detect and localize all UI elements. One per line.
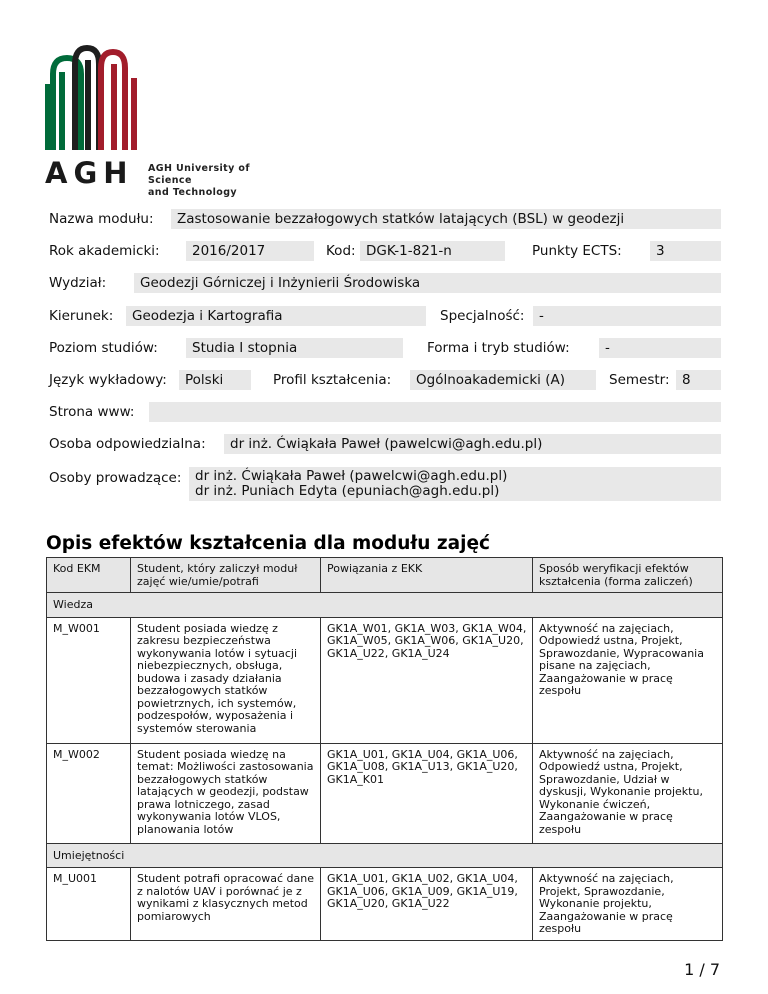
profile-value: Ogólnoakademicki (A) (410, 370, 596, 390)
agh-logo (45, 44, 287, 198)
teachers-value: dr inż. Ćwiąkała Paweł (pawelcwi@agh.edu.pl) dr inż. Puniach Edyta (epuniach@agh.edu.pl) (189, 467, 721, 501)
form-label: Forma i tryb studiów: (427, 340, 570, 356)
language-label: Język wykładowy: (49, 372, 167, 388)
table-group-row (47, 843, 723, 868)
group-skills: Umiejętności (47, 843, 723, 868)
academic-year-label: Rok akademicki: (49, 243, 160, 259)
table-header-links: Powiązania z EKK (321, 558, 533, 593)
outcome-code: M_U001 (47, 868, 131, 941)
section-title: Opis efektów kształcenia dla modułu zajęć (46, 533, 491, 554)
language-value: Polski (179, 370, 251, 390)
website-label: Strona www: (49, 404, 135, 420)
agh-logo-mark (45, 44, 140, 150)
outcome-links: GK1A_W01, GK1A_W03, GK1A_W04, GK1A_W05, GK1A_W06, GK1A_U20, GK1A_U22, GK1A_U24 (321, 617, 533, 743)
form-value: - (599, 338, 721, 358)
level-label: Poziom studiów: (49, 340, 158, 356)
website-value[interactable] (149, 402, 721, 422)
outcome-verification: Aktywność na zajęciach, Projekt, Sprawozdanie, Wykonanie projektu, Zaangażowanie w pracę zespołu (533, 868, 723, 941)
logo-abbreviation: AGH (45, 156, 134, 190)
ects-label: Punkty ECTS: (532, 243, 622, 259)
outcome-description: Student potrafi opracować dane z nalotów UAV i porównać je z wynikami z klasycznych metod pomiarowych (131, 868, 321, 941)
faculty-label: Wydział: (49, 275, 107, 291)
logo-university-name: AGH University of Science and Technology (148, 163, 250, 198)
group-knowledge: Wiedza (47, 593, 723, 618)
module-name-value: Zastosowanie bezzałogowych statków latających (BSL) w geodezji (171, 209, 721, 229)
field-label: Kierunek: (49, 308, 114, 324)
outcome-verification: Aktywność na zajęciach, Odpowiedź ustna, Projekt, Sprawozdanie, Wypracowania pisane na zajęciach, Zaangażowanie w pracę zespołu (533, 617, 723, 743)
academic-year-value: 2016/2017 (186, 241, 314, 261)
field-value: Geodezja i Kartografia (126, 306, 426, 326)
level-value: Studia I stopnia (186, 338, 403, 358)
faculty-value: Geodezji Górniczej i Inżynierii Środowiska (134, 273, 721, 293)
code-label: Kod: (326, 243, 356, 259)
page-number: 1 / 7 (684, 960, 720, 979)
semester-value: 8 (676, 370, 721, 390)
outcome-description: Student posiada wiedzę na temat: Możliwości zastosowania bezzałogowych statków latających w geodezji, podstaw prawa lotniczego, zasad wykonywania lotów VLOS, planowania lotów (131, 743, 321, 843)
table-header-description: Student, który zaliczył moduł zajęć wie/umie/potrafi (131, 558, 321, 593)
profile-label: Profil kształcenia: (273, 372, 392, 388)
table-header-code: Kod EKM (47, 558, 131, 593)
ects-value: 3 (650, 241, 721, 261)
outcome-verification: Aktywność na zajęciach, Odpowiedź ustna, Projekt, Sprawozdanie, Udział w dyskusji, Wykonanie projektu, Wykonanie ćwiczeń, Zaangażowanie w pracę zespołu (533, 743, 723, 843)
module-name-label: Nazwa modułu: (49, 211, 154, 227)
table-header-verification: Sposób weryfikacji efektów kształcenia (forma zaliczeń) (533, 558, 723, 593)
outcome-code: M_W002 (47, 743, 131, 843)
table-row (47, 617, 723, 743)
teachers-label: Osoby prowadzące: (49, 470, 182, 486)
table-group-row (47, 593, 723, 618)
specialty-label: Specjalność: (440, 308, 525, 324)
responsible-label: Osoba odpowiedzialna: (49, 436, 206, 452)
table-row (47, 743, 723, 843)
outcome-links: GK1A_U01, GK1A_U02, GK1A_U04, GK1A_U06, GK1A_U09, GK1A_U19, GK1A_U20, GK1A_U22 (321, 868, 533, 941)
responsible-value: dr inż. Ćwiąkała Paweł (pawelcwi@agh.edu.pl) (224, 434, 721, 454)
semester-label: Semestr: (609, 372, 670, 388)
specialty-value: - (533, 306, 721, 326)
outcome-description: Student posiada wiedzę z zakresu bezpieczeństwa wykonywania lotów i sytuacji niebezpiecznych, obsługa, budowa i zasady działania bezzałogowych statków powietrznych, ich systemów, podzespołów, wyposażenia i systemów sterowania (131, 617, 321, 743)
code-value: DGK-1-821-n (360, 241, 505, 261)
table-row (47, 868, 723, 941)
outcome-links: GK1A_U01, GK1A_U04, GK1A_U06, GK1A_U08, GK1A_U13, GK1A_U20, GK1A_K01 (321, 743, 533, 843)
table-header-row (47, 558, 723, 593)
learning-outcomes-table (46, 557, 723, 941)
outcome-code: M_W001 (47, 617, 131, 743)
